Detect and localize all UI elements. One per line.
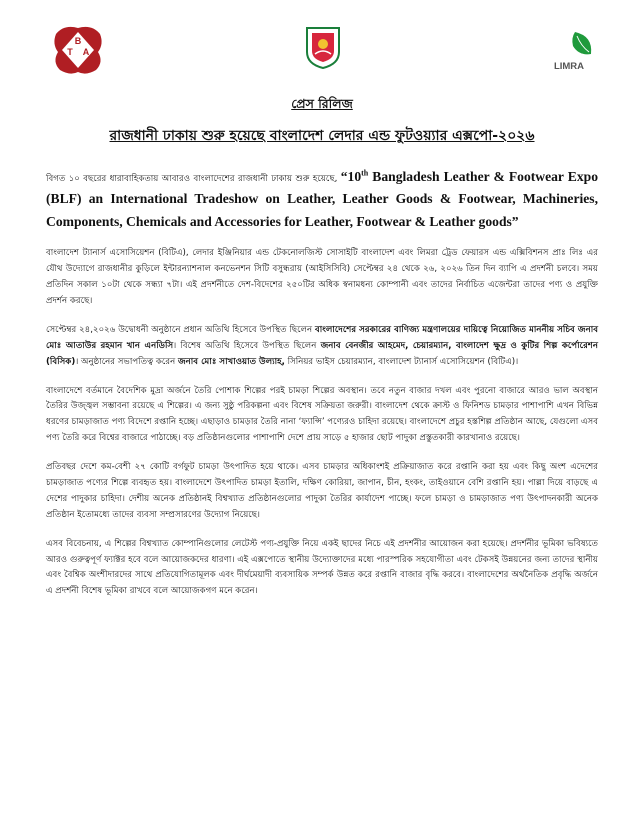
bta-letter-a: A [82,47,90,57]
bta-letter-b: B [74,36,82,46]
inauguration-text-1: সেপ্টেম্বর ২৪,২০২৬ উদ্বোধনী অনুষ্ঠানে প্রধান অতিথি হিসেবে উপস্থিত ছিলেন [46,324,313,335]
bta-letter-t: T [67,47,73,57]
intro-paragraph [46,166,598,233]
paragraph-organizers: বাংলাদেশ ট্যানার্স এসোসিয়েশন (বিটিএ), লেদার ইঞ্জিনিয়ার এন্ড টেকনোলজিস্ট সোসাইটি বাংলাদেশ এবং লিমরা ট্রেড ফেয়ারস এন্ড এক্সিবিশনস প্রাঃ লিঃ এর যৌথ উদ্যোগে রাজধানীর কুড়িলে ইন্টারন্যাশনাল কনভেনশন সিটি বসুন্ধরায় (আইসিসিবি) সেপ্টেম্বর ২৪ থেকে ২৬, ২০২৬ তিন দিন ব্যাপি এ প্রদর্শনী চলবে। সময় প্রতিদিন সকাল ১০টা থেকে সন্ধ্যা ৭টা। এই প্রদর্শনীতে দেশ-বিদেশের ২৫০টির অধিক স্বনামধন্য কোম্পানী এবং তাদের নির্বাচিত এজেন্টরা তাদের পণ্য ও প্রযুক্তি প্রদর্শন করছে। [46,248,598,306]
expo-title-sup: th [361,168,369,178]
hide-shape-logo-icon [50,22,106,78]
paragraph-objectives: এসব বিবেচনায়, এ শিল্পের বিশ্বখ্যাত কোম্পানিগুলোর লেটেস্ট পণ্য-প্রযুক্তি নিয়ে একই ছাদের নিচে এই প্রদর্শনীর আয়োজন করা হয়েছে। প্রদর্শনীর ভূমিকা ভবিষ্যতে আরও গুরুত্বপূর্ণ ফ্যাক্টর হবে বলে আয়োজকদের ধারণা। এই এক্সপোতে স্থানীয় উদ্যোক্তাদের মধ্যে পারস্পরিক সহযোগীতা এবং টেকসই উন্নয়নের জন্য তাদের স্থানীয় এবং বৈশ্বিক অংশীদারদের সাথে প্রতিযোগিতামূলক এবং দীর্ঘমেয়াদী ব্যবসায়িক সম্পর্ক উন্নত করে রপ্তানি বাজার বৃদ্ধি করবে। বাংলাদেশের অর্থনৈতিক প্রবৃদ্ধি অর্জনে এ প্রদর্শনী বিশেষ ভূমিকা রাখবে বলে আয়োজকগণ মনে করেন। [46,538,598,597]
press-release-label: প্রেস রিলিজ [291,96,353,111]
intro-lead: বিগত ১০ বছরের ধারাবাহিকতায় আবারও বাংলাদেশের রাজধানী ঢাকায় শুরু হয়েছে, [46,174,338,184]
page-title: রাজধানী ঢাকায় শুরু হয়েছে বাংলাদেশ লেদার এন্ড ফুটওয়্যার এক্সপো-২০২৬ [109,128,535,144]
paragraph-industry: বাংলাদেশে বর্তমানে বৈদেশিক মুদ্রা অর্জনে তৈরি পোশাক শিল্পের পরই চামড়া শিল্পের অবস্থান। তবে নতুন বাজার দখল এবং পুরনো বাজারে আরও ভাল অবস্থান তৈরির উজ্জ্বল সম্ভাবনা রয়েছে এ শিল্পের। এ জন্য সুষ্ঠু পরিকল্পনা এবং বিশেষ সক্রিয়তা জরুরী। বাংলাদেশ থেকে ক্রাস্ট ও ফিনিশড চামড়ার পাশাপাশি এখন বিভিন্ন ধরণের চামড়াজাত পণ্য বিদেশে রপ্তানি হচ্ছে। এছাড়াও চামড়ার তৈরি নানা ‘ফ্যান্সি’ পণ্যেরও চাহিদা রয়েছে। বাংলাদেশে প্রচুর হস্তশিল্প প্রতিষ্ঠান আছে, যেগুলো এসব পণ্য তৈরি করে বিশ্বের বাজারে পাঠাচ্ছে। বড় প্রতিষ্ঠানগুলোর পাশাপাশি দেশে প্রায় সাড়ে ৫ হাজার ছোট পাদুকা প্রস্তুতকারী কারখানাও রয়েছে। [46,385,598,444]
limra-wordmark: LIMRA [553,61,585,72]
inauguration-text-3: । অনুষ্ঠানের সভাপতিত্ব করেন [75,356,176,367]
paragraph-production: প্রতিবছর দেশে কম-বেশী ২৭ কোটি বর্গফুট চামড়া উৎপাদিত হয়ে থাকে। এসব চামড়ার অধিকাংশই প্রক্রিয়াজাত করে রপ্তানি করা হয় এবং কিছু অংশ এদেশের চামড়াজাত পণ্যের শিল্পে ব্যবহৃত হয়। বাংলাদেশে উৎপাদিত চামড়া ইতালি, দক্ষিণ কোরিয়া, জাপান, চীন, হংকং, তাইওয়ানে বেশি রপ্তানি হয়। পাল্লা দিয়ে বাড়ছে এ দেশের পাদুকার চাহিদা। দেশীয় অনেক প্রতিষ্ঠানই বিশ্বখ্যাত প্রতিষ্ঠানগুলোর পাদুকা তৈরির কার্যাদেশ পাচ্ছে। ফলে চামড়া ও চামড়াজাত পণ্য উৎপাদনকারী অনেক প্রতিষ্ঠান ইতোমধ্যে তাদের ব্যবসা সম্প্রসারণের উদ্যোগ নিয়েছে। [46,462,598,520]
special-guest: জনাব বেনজীর আহমেদ, চেয়ারম্যান, বাংলাদেশ ক্ষুদ্র ও কুটির শিল্প কর্পোরেশন (বিসিক) [46,340,599,367]
paragraph-inauguration [46,323,598,371]
inauguration-text-2: । বিশেষ অতিথি হিসেবে উপস্থিত ছিলেন [173,340,317,351]
expo-title-open: “10 [340,169,362,184]
logo-bar [0,22,643,78]
chief-guest: বাংলাদেশের সরকারের বাণিজ্য মন্ত্রণালয়ের দায়িত্বে নিয়োজিত মাননীয় সচিব জনাব মোঃ আতাউর রহমান খান এনডিসি [46,324,599,351]
shield-emblem-logo-icon [303,24,343,70]
leaf-logo-icon [545,30,597,74]
press-release-body [46,96,598,613]
inauguration-text-4: সিনিয়র ভাইস চেয়ারম্যান, বাংলাদেশ ট্যানার্স এসোসিয়েশন (বিটিএ)। [287,356,519,367]
chairperson: জনাব মোঃ সাখাওয়াত উল্যাহ, [177,356,285,367]
expo-title-rest: Bangladesh Leather & Footwear Expo (BLF) an International Tradeshow on Leather, Leather Goods & Footwear, Machineries, Components, Chemicals and Accessories for Leather, Footwear & Leather goods” [46,169,599,229]
